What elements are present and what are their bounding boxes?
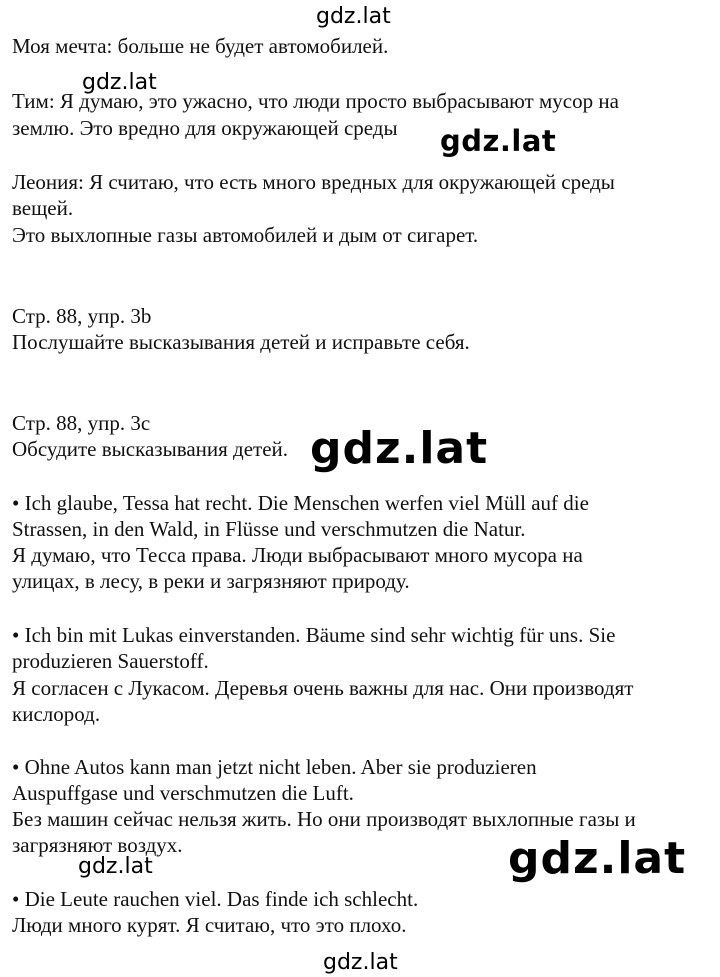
exercise-heading-3c: Стр. 88, упр. 3c: [12, 411, 151, 435]
exercise-task-3b: Послушайте высказывания детей и исправьте себя.: [12, 330, 470, 354]
text-line-leonia-1: Леония: Я считаю, что есть много вредных для окружающей среды: [12, 170, 615, 194]
text-line-de-autos-1: • Ohne Autos kann man jetzt nicht leben. Aber sie produzieren: [12, 755, 537, 779]
text-line-de-lukas-2: produzieren Sauerstoff.: [12, 649, 209, 673]
text-line-ru-tessa-1: Я думаю, что Тесса права. Люди выбрасывают много мусора на: [12, 543, 583, 567]
watermark-lower-left: gdz.lat: [78, 854, 153, 879]
text-line-dream: Моя мечта: больше не будет автомобилей.: [12, 34, 389, 58]
text-line-ru-autos-2: загрязняют воздух.: [12, 833, 183, 857]
watermark-upper-left: gdz.lat: [82, 70, 157, 95]
text-line-ru-rauchen: Люди много курят. Я считаю, что это плохо.: [12, 913, 407, 937]
watermark-top: gdz.lat: [316, 4, 391, 29]
text-line-de-tessa-1: • Ich glaube, Tessa hat recht. Die Menschen werfen viel Müll auf die: [12, 491, 589, 515]
text-line-tim-2: землю. Это вредно для окружающей среды: [12, 116, 398, 140]
text-line-de-lukas-1: • Ich bin mit Lukas einverstanden. Bäume sind sehr wichtig für uns. Sie: [12, 623, 616, 647]
text-line-ru-lukas-2: кислород.: [12, 702, 101, 726]
watermark-bottom: gdz.lat: [323, 950, 398, 975]
watermark-center: gdz.lat: [310, 423, 489, 474]
watermark-lower-right: gdz.lat: [508, 833, 687, 884]
text-line-ru-tessa-2: улицах, в лесу, в реки и загрязняют природу.: [12, 569, 410, 593]
exercise-heading-3b: Стр. 88, упр. 3b: [12, 304, 152, 328]
text-line-ru-autos-1: Без машин сейчас нельзя жить. Но они производят выхлопные газы и: [12, 807, 636, 831]
text-line-tim-1: Тим: Я думаю, это ужасно, что люди просто выбрасывают мусор на: [12, 89, 619, 113]
text-line-de-rauchen: • Die Leute rauchen viel. Das finde ich schlecht.: [12, 887, 419, 911]
text-line-ru-lukas-1: Я согласен с Лукасом. Деревья очень важны для нас. Они производят: [12, 676, 634, 700]
text-line-leonia-2: вещей.: [12, 196, 74, 220]
exercise-task-3c: Обсудите высказывания детей.: [12, 437, 289, 461]
text-line-de-autos-2: Auspuffgase und verschmutzen die Luft.: [12, 781, 354, 805]
watermark-upper-right: gdz.lat: [440, 124, 557, 158]
text-line-leonia-3: Это выхлопные газы автомобилей и дым от сигарет.: [12, 223, 479, 247]
text-line-de-tessa-2: Strassen, in den Wald, in Flüsse und verschmutzen die Natur.: [12, 517, 526, 541]
